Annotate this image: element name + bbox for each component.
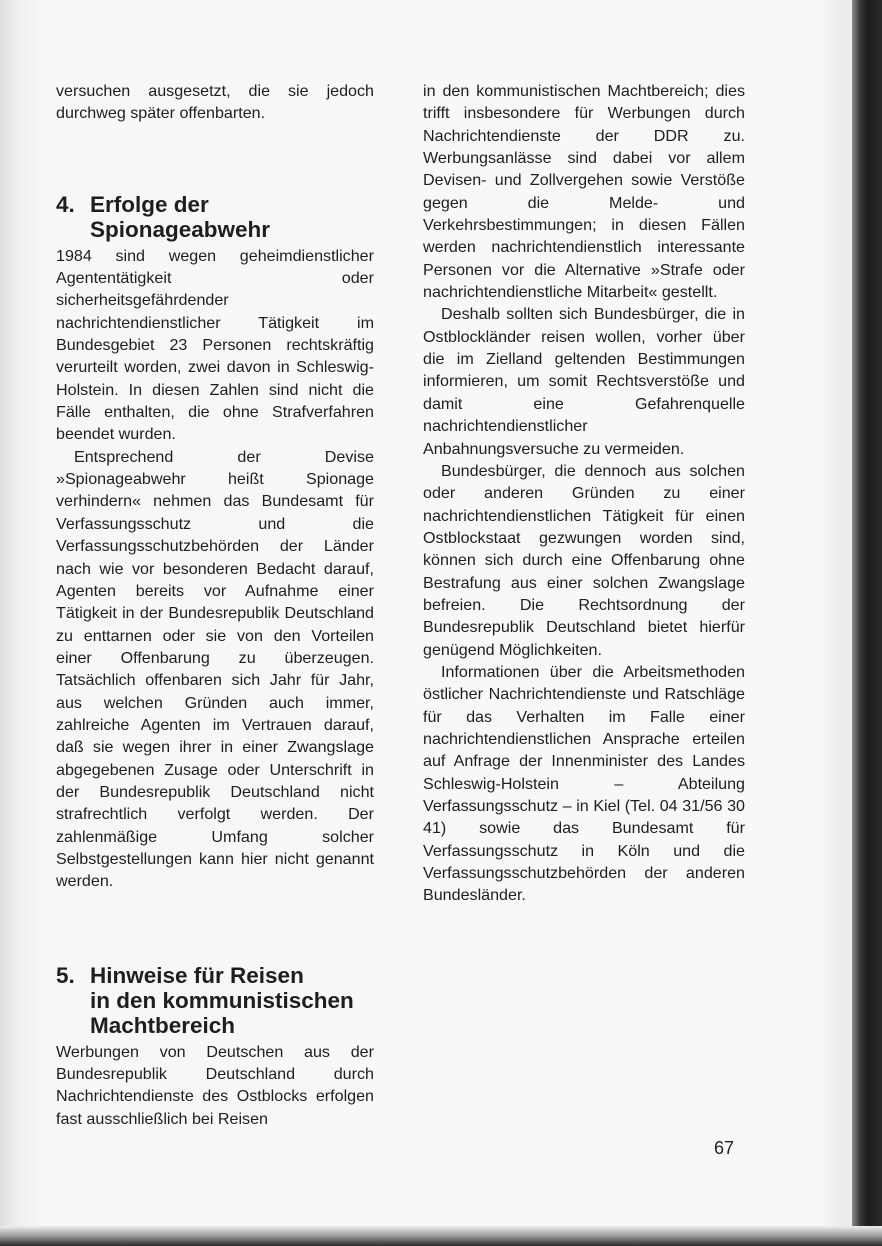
book-binding-edge [852,0,882,1246]
section-5-title-line-3: Machtbereich [90,1012,236,1038]
page-number: 67 [714,1138,735,1158]
section-4-title-line-1: Erfolge der [90,191,209,217]
left-column [56,80,374,1130]
intro-paragraph: versuchen ausgesetzt, die sie jedoch durchweg später offenbarten. [56,82,374,123]
right-paragraph-2: Deshalb sollten sich Bundesbürger, die in Ostblockländer reisen wollen, vorher über die im Zielland geltenden Bestimmungen informieren, um somit Rechtsverstöße und damit eine Gefahrenquelle nachrichtendienstlicher Anbahnungsversuche zu vermeiden. [423,305,745,458]
section-4-heading [56,192,374,242]
section-4-paragraph-1: 1984 sind wegen geheimdienstlicher Agententätigkeit oder sicherheitsgefährdender nachrichtendienstlicher Tätigkeit im Bundesgebiet 23 Personen rechtskräftig verurteilt worden, zwei davon in Schleswig-Holstein. In diesen Zahlen sind nicht die Fälle enthalten, die ohne Strafverfahren beendet wurden. [56,246,374,444]
right-paragraph-1: in den kommunistischen Machtbereich; dies trifft insbesondere für Werbungen durch Nachrichtendienste der DDR zu. Werbungsanlässe sind dabei vor allem Devisen- und Zollvergehen sowie Verstöße gegen die Melde- und Verkehrsbestimmungen; in diesen Fällen werden nachrichtendienstlich interessante Personen vor die Alternative »Strafe oder nachrichtendienstliche Mitarbeit« gestellt. [423,82,745,302]
section-4-number: 4. [56,191,75,217]
right-paragraph-3: Bundesbürger, die dennoch aus solchen oder anderen Gründen zu einer nachrichtendienstlichen Tätigkeit für einen Ostblockstaat gezwungen worden sind, können sich durch eine Offenbarung ohne Bestrafung aus einer solchen Zwangslage befreien. Die Rechtsordnung der Bundesrepublik Deutschland bietet hierfür genügend Möglichkeiten. [423,461,745,659]
section-5-number: 5. [56,962,75,988]
section-4-title-line-2: Spionageabwehr [90,216,271,242]
section-5-paragraph: Werbungen von Deutschen aus der Bundesrepublik Deutschland durch Nachrichtendienste des Ostblocks erfolgen fast ausschließlich bei Reisen [56,1042,374,1128]
section-4-paragraph-2: Entsprechend der Devise »Spionageabwehr heißt Spionage verhindern« nehmen das Bundesamt für Verfassungsschutz und die Verfassungsschutzbehörden der Länder nach wie vor besonderen Bedacht darauf, Agenten bereits vor Aufnahme einer Tätigkeit in der Bundesrepublik Deutschland zu enttarnen oder sie von den Vorteilen einer Offenbarung zu überzeugen. Tatsächlich offenbaren sich Jahr für Jahr, aus welchen Gründen auch immer, zahlreiche Agenten im Vertrauen darauf, daß sie wegen ihrer in einer Zwangslage abgegebenen Zusage oder Unterschrift in der Bundesrepublik Deutschland nicht strafrechtlich verfolgt werden. Der zahlenmäßige Umfang solcher Selbstgestellungen kann hier nicht genannt werden. [56,447,374,891]
section-5-heading [56,963,374,1038]
right-paragraph-4: Informationen über die Arbeitsmethoden östlicher Nachrichtendienste und Ratschläge für das Verhalten im Falle einer nachrichtendienstlichen Ansprache erteilen auf Anfrage der Innenminister des Landes Schleswig-Holstein – Abteilung Verfassungsschutz – in Kiel (Tel. 04 31/56 30 41) sowie das Bundesamt für Verfassungsschutz in Köln und die Verfassungsschutzbehörden der anderen Bundesländer. [423,662,745,905]
section-5-title-line-1: Hinweise für Reisen [90,962,304,988]
page-bottom-shadow [0,1226,882,1246]
section-5-title-line-2: in den kommunistischen [90,987,354,1013]
right-column [423,80,745,907]
